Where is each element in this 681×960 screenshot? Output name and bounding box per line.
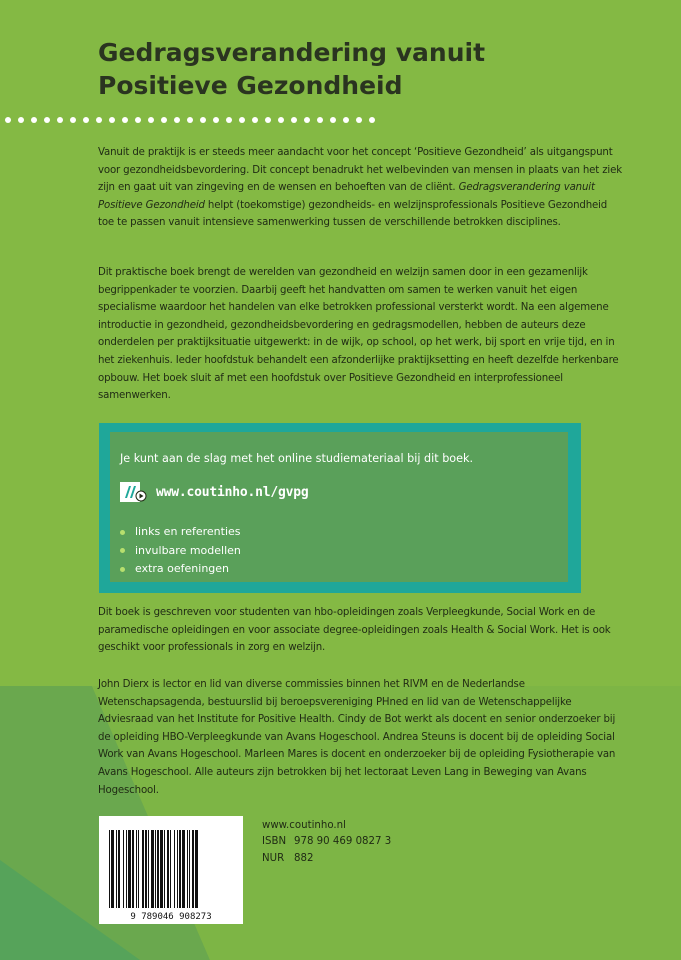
barcode-bar [189, 830, 190, 908]
study-material-intro: Je kunt aan de slag met het online studiemateriaal bij dit boek. [120, 452, 474, 465]
isbn-value: 978 90 469 0827 3 [294, 836, 392, 848]
barcode-bar [174, 830, 175, 908]
intro-paragraph [98, 144, 626, 232]
list-item: extra oefeningen [120, 560, 241, 579]
barcode-bar [145, 830, 147, 908]
nur-label: NUR [262, 852, 285, 864]
online-material-icon [120, 482, 147, 502]
nur-value: 882 [294, 852, 314, 864]
book-title [98, 36, 618, 102]
publisher-website: www.coutinho.nl [262, 820, 346, 831]
book-title-italic: Gedragsverandering vanuit Positieve Gezondheid [98, 182, 595, 211]
bullet-icon [120, 530, 125, 535]
barcode-bar [132, 830, 134, 908]
barcode-bar [195, 830, 198, 908]
isbn-label: ISBN [262, 836, 287, 848]
barcode-bar [123, 830, 124, 908]
bullet-icon [120, 567, 125, 572]
barcode-bar [138, 830, 139, 908]
barcode-bar [182, 830, 185, 908]
barcode-bar [167, 830, 169, 908]
list-item: invulbare modellen [120, 542, 241, 561]
study-material-box [99, 423, 581, 593]
content-paragraph: Dit praktische boek brengt de werelden van gezondheid en welzijn samen door in een gezamenlijk begrippenkader te voorzien. Daarbij geeft het handvatten om samen te werken vanuit het eigen specialisme waardoor het handelen van elke betrokken professional versterkt wordt. Na een algemene introductie in gezondheid, gezondheidsbevordering en gedragsmodellen, hebben de auteurs deze onderdelen per praktijksituatie uitgewerkt: in de wijk, op school, op het werk, bij sport en vrije tijd, en in het ziekenhuis. Ieder hoofdstuk behandelt een afzonderlijke praktijksetting en heeft dezelfde herkenbare opbouw. Het boek sluit af met een hoofdstuk over Positieve Gezondheid en interprofessioneel samenwerken. [98, 267, 619, 402]
barcode-bars [99, 816, 243, 924]
barcode-bar [177, 830, 178, 908]
barcode-bar [151, 830, 154, 908]
audience-paragraph: Dit boek is geschreven voor studenten van hbo-opleidingen zoals Verpleegkunde, Social Work en de paramedische opleidingen en voor associate degree-opleidingen zoals Health & Social Work. Het is ook geschikt voor professionals in zorg en welzijn. [98, 607, 611, 654]
authors-paragraph: John Dierx is lector en lid van diverse commissies binnen het RIVM en de Nederlandse Wetenschapsagenda, bestuurslid bij beroepsvereniging PHned en lid van de Wetenschappelijke Adviesraad van het Institute for Positive Health. Cindy de Bot werkt als docent en senior onderzoeker bij de opleiding HBO-Verpleegkunde van Avans Hogeschool. Andrea Steuns is docent bij de opleiding Social Work van Avans Hogeschool. Marleen Mares is docent en onderzoeker bij de opleiding Fysiotherapie van Avans Hogeschool. Alle auteurs zijn betrokken bij het lectoraat Leven Lang in Beweging van Avans Hogeschool. [98, 679, 616, 796]
barcode-bar [157, 830, 159, 908]
isbn-row [262, 834, 391, 850]
barcode-bar [179, 830, 181, 908]
barcode-bar [164, 830, 165, 908]
barcode-bar [109, 830, 110, 908]
title-line-2: Positieve Gezondheid [98, 71, 403, 100]
barcode-bar [116, 830, 117, 908]
barcode-bar [142, 830, 144, 908]
barcode-bar [118, 830, 120, 908]
barcode-bar [170, 830, 171, 908]
isbn-barcode [99, 816, 243, 924]
barcode-bar [128, 830, 131, 908]
dotted-divider [0, 113, 380, 127]
barcode-bar [148, 830, 149, 908]
list-item: links en referenties [120, 523, 241, 542]
intro-text-start: Vanuit de praktijk is er steeds meer aandacht voor het concept ‘Positieve Gezondheid’ als uitgangspunt voor gezondheidsbevordering. Dit concept benadrukt het welbevinden van mensen in plaats van het ziek zijn en gaat uit van zingeving en de wensen en behoeften van de cliënt. [98, 147, 622, 194]
title-line-1: Gedragsverandering vanuit [98, 38, 486, 67]
barcode-bar [155, 830, 156, 908]
barcode-bar [160, 830, 163, 908]
study-material-panel [110, 432, 568, 582]
feature-list [120, 523, 241, 579]
bullet-icon [120, 548, 125, 553]
barcode-bar [111, 830, 114, 908]
study-material-link[interactable] [120, 482, 309, 502]
publisher-info [262, 818, 391, 867]
barcode-bar [136, 830, 137, 908]
barcode-bar [187, 830, 188, 908]
barcode-bar [192, 830, 194, 908]
barcode-digits: 9 789046 908273 [130, 912, 212, 922]
nur-row [262, 851, 391, 867]
study-material-url: www.coutinho.nl/gvpg [156, 484, 309, 500]
barcode-bar [126, 830, 127, 908]
intro-text-end: helpt (toekomstige) gezondheids- en welzijnsprofessionals Positieve Gezondheid toe te passen vanuit intensieve samenwerking tussen de verschillende betrokken disciplines. [98, 199, 608, 229]
